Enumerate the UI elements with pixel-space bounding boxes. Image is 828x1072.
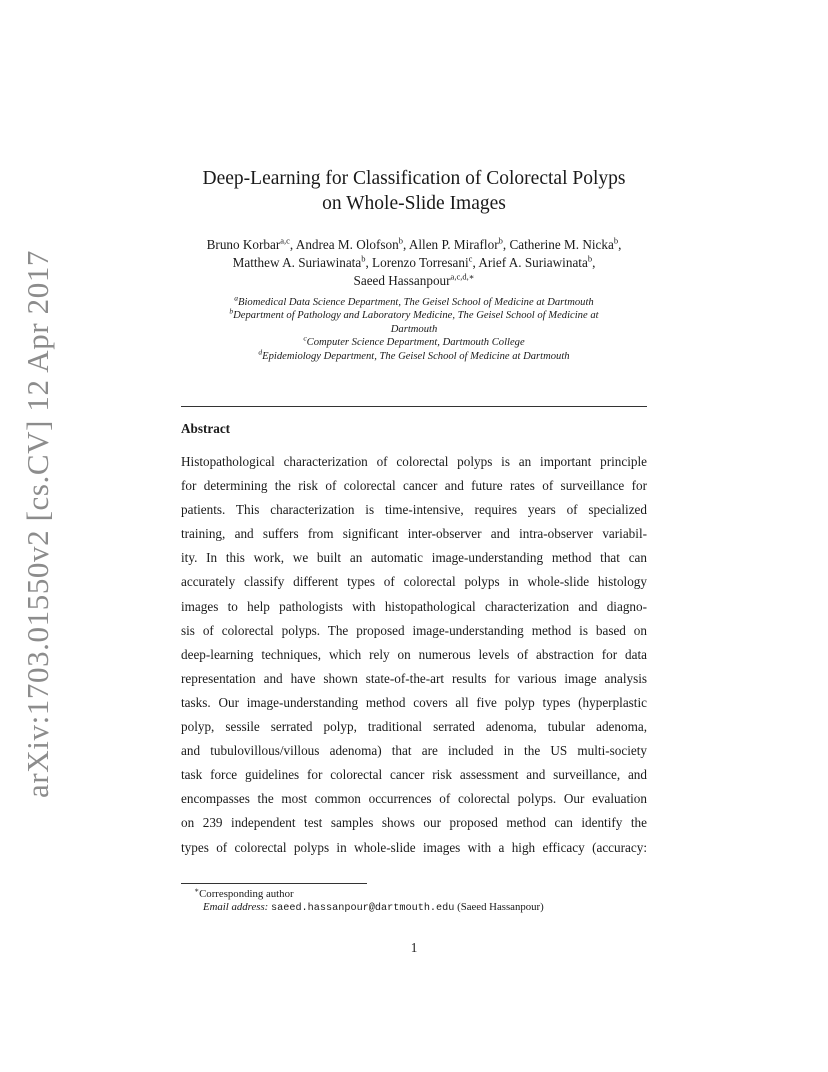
affiliation-text: Computer Science Department, Dartmouth College <box>306 337 525 349</box>
author-affiliation-mark: a,c,d,∗ <box>450 271 475 282</box>
abstract-line: for determining the risk of colorectal cancer and future rates of surveillance for <box>181 478 647 494</box>
affiliation-item <box>0 347 828 363</box>
affiliation-mark: c <box>303 333 307 343</box>
author-list <box>0 236 828 290</box>
abstract-line: and tubulovillous/villous adenoma) that are included in the US multi-society <box>181 743 647 759</box>
page-number: 1 <box>410 940 418 955</box>
email-label: Email address: <box>203 901 269 913</box>
author-affiliation-mark: a,c <box>280 235 290 246</box>
abstract-body <box>181 453 647 863</box>
author-line-2: Matthew A. Suriawinata$^b$, Lorenzo Torresani$^c$, Arief A. Suriawinata$^b$, <box>232 253 596 270</box>
author-affiliation-mark: c <box>468 253 473 264</box>
email-footnote <box>203 900 544 916</box>
author-name: Allen P. Miraflor <box>408 237 499 252</box>
abstract-line: accurately classify different types of colorectal polyps in whole-slide histology <box>181 574 647 590</box>
author-line-3 <box>0 272 828 290</box>
abstract-line: on 239 independent test samples shows our proposed method can identify the <box>181 815 647 831</box>
abstract-line: representation and have shown state-of-the-art results for various image analysis <box>181 670 647 686</box>
footnote-mark: ∗ <box>194 885 200 895</box>
author-affiliation-mark: b <box>498 235 503 246</box>
arxiv-identifier-stamp: arXiv:1703.01550v2 [cs.CV] 12 Apr 2017 <box>20 249 55 799</box>
affiliation-mark: a <box>234 293 239 303</box>
author-affiliation-mark: b <box>587 253 593 264</box>
title-line-1: Deep-Learning for Classification of Colorectal Polyps <box>202 168 626 189</box>
affiliation-text: Epidemiology Department, The Geisel School of Medicine at Dartmouth <box>262 350 570 362</box>
affiliation-item-continuation: Dartmouth <box>390 323 438 335</box>
abstract-line: ity. In this work, we built an automatic image-understanding method that can <box>181 550 647 566</box>
author-name: Saeed Hassanpour <box>353 273 451 288</box>
abstract-line: Histopathological characterization of colorectal polyps is an important principle <box>181 454 647 469</box>
abstract-top-rule <box>181 406 647 407</box>
author-name: Lorenzo Torresani <box>372 255 469 270</box>
author-name: Arief A. Suriawinata <box>478 255 588 270</box>
affiliation-item <box>0 333 828 349</box>
abstract-heading: Abstract <box>181 421 231 436</box>
abstract-line: tasks. Our image-understanding method covers all five polyp types (hyperplastic <box>181 694 647 710</box>
email-owner: (Saeed Hassanpour) <box>457 901 544 913</box>
author-name: Catherine M. Nicka <box>509 237 614 252</box>
abstract-line: images to help pathologists with histopathological characterization and diagno- <box>181 598 647 614</box>
author-affiliation-mark: b <box>398 235 403 246</box>
title-line-2: on Whole-Slide Images <box>322 193 506 214</box>
abstract-line: deep-learning techniques, which rely on numerous levels of abstraction for data <box>181 646 647 662</box>
affiliation-item <box>0 293 828 309</box>
author-name: Andrea M. Olofson <box>295 237 399 252</box>
footnote-rule <box>181 883 367 884</box>
email-address-link[interactable]: saeed.hassanpour@dartmouth.edu <box>270 903 455 914</box>
corresponding-author-footnote <box>194 887 294 901</box>
affiliation-text: Biomedical Data Science Department, The Geisel School of Medicine at Dartmouth <box>238 297 594 308</box>
paper-title <box>0 166 828 216</box>
abstract-line: training, and suffers from significant inter-observer and intra-observer variabil- <box>181 526 647 542</box>
abstract-line: sis of colorectal polyps. The proposed image-understanding method is based on <box>181 622 647 638</box>
author-affiliation-mark: b <box>613 235 619 246</box>
abstract-line: encompasses the most common occurrences of colorectal polyps. Our evaluation <box>181 791 647 807</box>
abstract-line: types of colorectal polyps in whole-slide images with a high efficacy (accuracy: <box>181 839 647 855</box>
affiliation-text: Department of Pathology and Laboratory Medicine, The Geisel School of Medicine at <box>233 310 599 322</box>
footnote-text: Corresponding author <box>199 888 294 900</box>
affiliation-item <box>0 306 828 322</box>
affiliation-mark: d <box>258 347 263 357</box>
abstract-line: polyp, sessile serrated polyp, traditional serrated adenoma, tubular adenoma, <box>181 719 647 735</box>
abstract-line: patients. This characterization is time-intensive, requires years of specialized <box>181 502 647 518</box>
affiliation-mark: b <box>229 306 234 316</box>
author-name: Bruno Korbar <box>206 237 281 252</box>
affiliation-list <box>0 293 828 363</box>
author-name: Matthew A. Suriawinata <box>232 255 362 270</box>
author-line-1: Bruno Korbar$^{a,c}$, Andrea M. Olofson$^b$, Allen P. Miraflor$^b$, Catherine M. Nicka$^b$, <box>206 235 622 252</box>
abstract-line: task force guidelines for colorectal cancer risk assessment and surveillance, and <box>181 767 647 783</box>
author-affiliation-mark: b <box>361 253 366 264</box>
